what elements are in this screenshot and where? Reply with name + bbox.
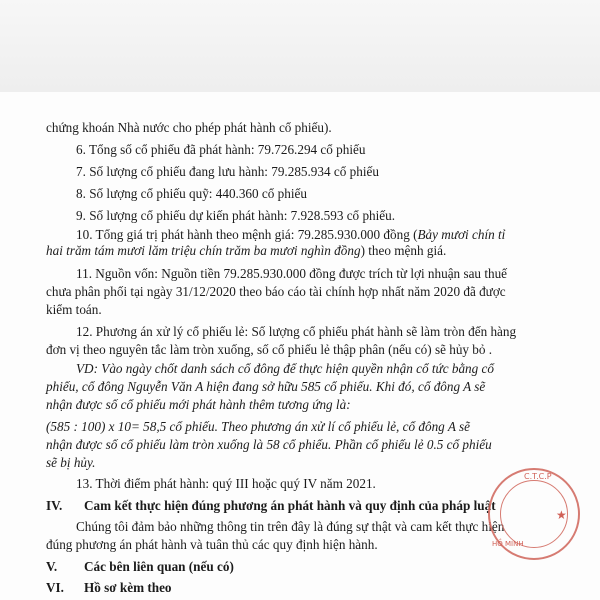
text-line: đơn vị theo nguyên tắc làm tròn xuống, số cổ phiếu lẻ thập phân (nếu có) sẽ hủy bỏ .	[46, 342, 493, 357]
text-line: chứng khoán Nhà nước cho phép phát hành cổ phiếu).	[46, 120, 332, 135]
list-item-11: 11. Nguồn vốn: Nguồn tiền 79.285.930.000 đồng được trích từ lợi nhuận sau thuế	[76, 266, 508, 281]
example-line: phiếu, cổ đông Nguyễn Văn A hiện đang sở hữu 585 cổ phiếu. Khi đó, cổ đông A sẽ	[46, 379, 486, 394]
example-line: (585 : 100) x 10= 58,5 cổ phiếu. Theo phương án xử lí cổ phiếu lẻ, cổ đông A sẽ	[46, 419, 470, 434]
stamp-top-text: C.T.C.P	[524, 472, 552, 481]
italic-run: Bảy mươi chín tỉ	[417, 227, 506, 242]
text-line: chưa phân phối tại ngày 31/12/2020 theo báo cáo tài chính hợp nhất năm 2020 đã được	[46, 284, 506, 299]
list-item-12: 12. Phương án xử lý cổ phiếu lẻ: Số lượng cổ phiếu phát hành sẽ làm tròn đến hàng	[76, 324, 517, 339]
star-icon: ★	[556, 508, 567, 522]
list-item-6: 6. Tổng số cổ phiếu đã phát hành: 79.726.294 cổ phiếu	[76, 142, 366, 157]
example-line: nhận được số cổ phiếu làm tròn xuống là 58 cổ phiếu. Phần cổ phiếu lẻ 0.5 cổ phiếu	[46, 437, 492, 452]
text-run: ) theo mệnh giá.	[360, 243, 447, 258]
italic-run: hai trăm tám mươi lăm triệu chín trăm ba mươi nghìn đồng	[46, 243, 361, 258]
section-heading-vi: Hồ sơ kèm theo	[84, 580, 172, 595]
list-item-13: 13. Thời điểm phát hành: quý III hoặc quý IV năm 2021.	[76, 476, 376, 491]
text-line: kiểm toán.	[46, 302, 102, 317]
list-item-10	[76, 227, 505, 243]
list-item-8: 8. Số lượng cổ phiếu quỹ: 440.360 cổ phiếu	[76, 186, 307, 201]
page-top-margin	[0, 0, 600, 92]
text-line: đúng phương án phát hành và tuân thủ các quy định hiện hành.	[46, 537, 378, 552]
list-item-10-continued	[46, 243, 446, 259]
example-line: nhận được số cổ phiếu mới phát hành thêm tương ứng là:	[46, 397, 351, 412]
section-number-vi: VI.	[46, 580, 64, 595]
section-number-v: V.	[46, 559, 58, 574]
example-line: sẽ bị hủy.	[46, 455, 96, 470]
company-stamp	[488, 468, 580, 560]
list-item-7: 7. Số lượng cổ phiếu đang lưu hành: 79.285.934 cổ phiếu	[76, 164, 379, 179]
text-run: 10. Tổng giá trị phát hành theo mệnh giá: 79.285.930.000 đồng (	[76, 227, 418, 242]
stamp-side-text: HỒ MINH	[492, 540, 524, 548]
section-number-iv: IV.	[46, 498, 63, 513]
text-line: Chúng tôi đảm bảo những thông tin trên đây là đúng sự thật và cam kết thực hiện	[76, 519, 505, 534]
list-item-9: 9. Số lượng cổ phiếu dự kiến phát hành: 7.928.593 cổ phiếu.	[76, 208, 396, 223]
section-heading-iv: Cam kết thực hiện đúng phương án phát hành và quy định của pháp luật	[84, 498, 496, 513]
section-heading-v: Các bên liên quan (nếu có)	[84, 559, 234, 574]
example-line: VD: Vào ngày chốt danh sách cổ đông để thực hiện quyền nhận cổ tức bằng cổ	[76, 361, 494, 376]
